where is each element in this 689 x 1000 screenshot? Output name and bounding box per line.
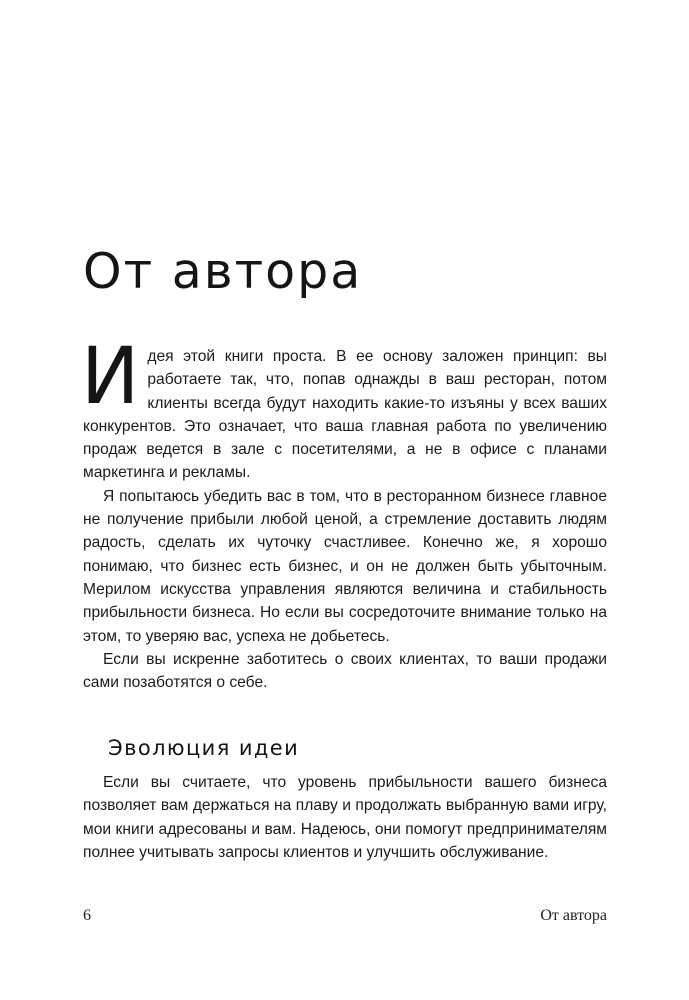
running-title: От автора [540, 907, 607, 924]
section-text-block [83, 771, 607, 864]
intro-text-block [81, 332, 607, 694]
intro-paragraph-text: дея этой книги проста. В ее основу заложен принцип: вы работаете так, что, попав однажды в ваш ресторан, потом клиенты всегда будут находить какие-то изъяны у всех ваших конкурентов. Это означает, что ваша главная работа по увеличению продаж ведется в зале с посетителями, а не в офисе с планами маркетинга и рекламы. [83, 348, 607, 482]
body-paragraph: Если вы считаете, что уровень прибыльности вашего бизнеса позволяет вам держаться на плаву и продолжать выбранную вами игру, мои книги адресованы и вам. Надеюсь, они помогут предпринимателям полнее учитывать запросы клиентов и улучшить обслуживание. [83, 774, 607, 861]
intro-paragraph [81, 332, 607, 485]
body-paragraph: Я попытаюсь убедить вас в том, что в ресторанном бизнесе главное не получение прибыли любой ценой, а стремление доставить людям радость, сделать их чуточку счастливее. Конечно же, я хорошо понимаю, что бизнес есть бизнес, и он не должен быть убыточным. Мерилом искусства управления являются величина и стабильность прибыльности бизнеса. Но если вы сосредоточите внимание только на этом, то уверяю вас, успеха не добьетесь. [83, 487, 607, 645]
page-number: 6 [83, 907, 91, 924]
body-paragraph: Если вы искренне заботитесь о своих клиентах, то ваши продажи сами позаботятся о себе. [83, 650, 607, 692]
chapter-title: От автора [83, 243, 363, 300]
section-heading: Эволюция идеи [108, 736, 300, 760]
drop-cap: И [81, 332, 140, 422]
